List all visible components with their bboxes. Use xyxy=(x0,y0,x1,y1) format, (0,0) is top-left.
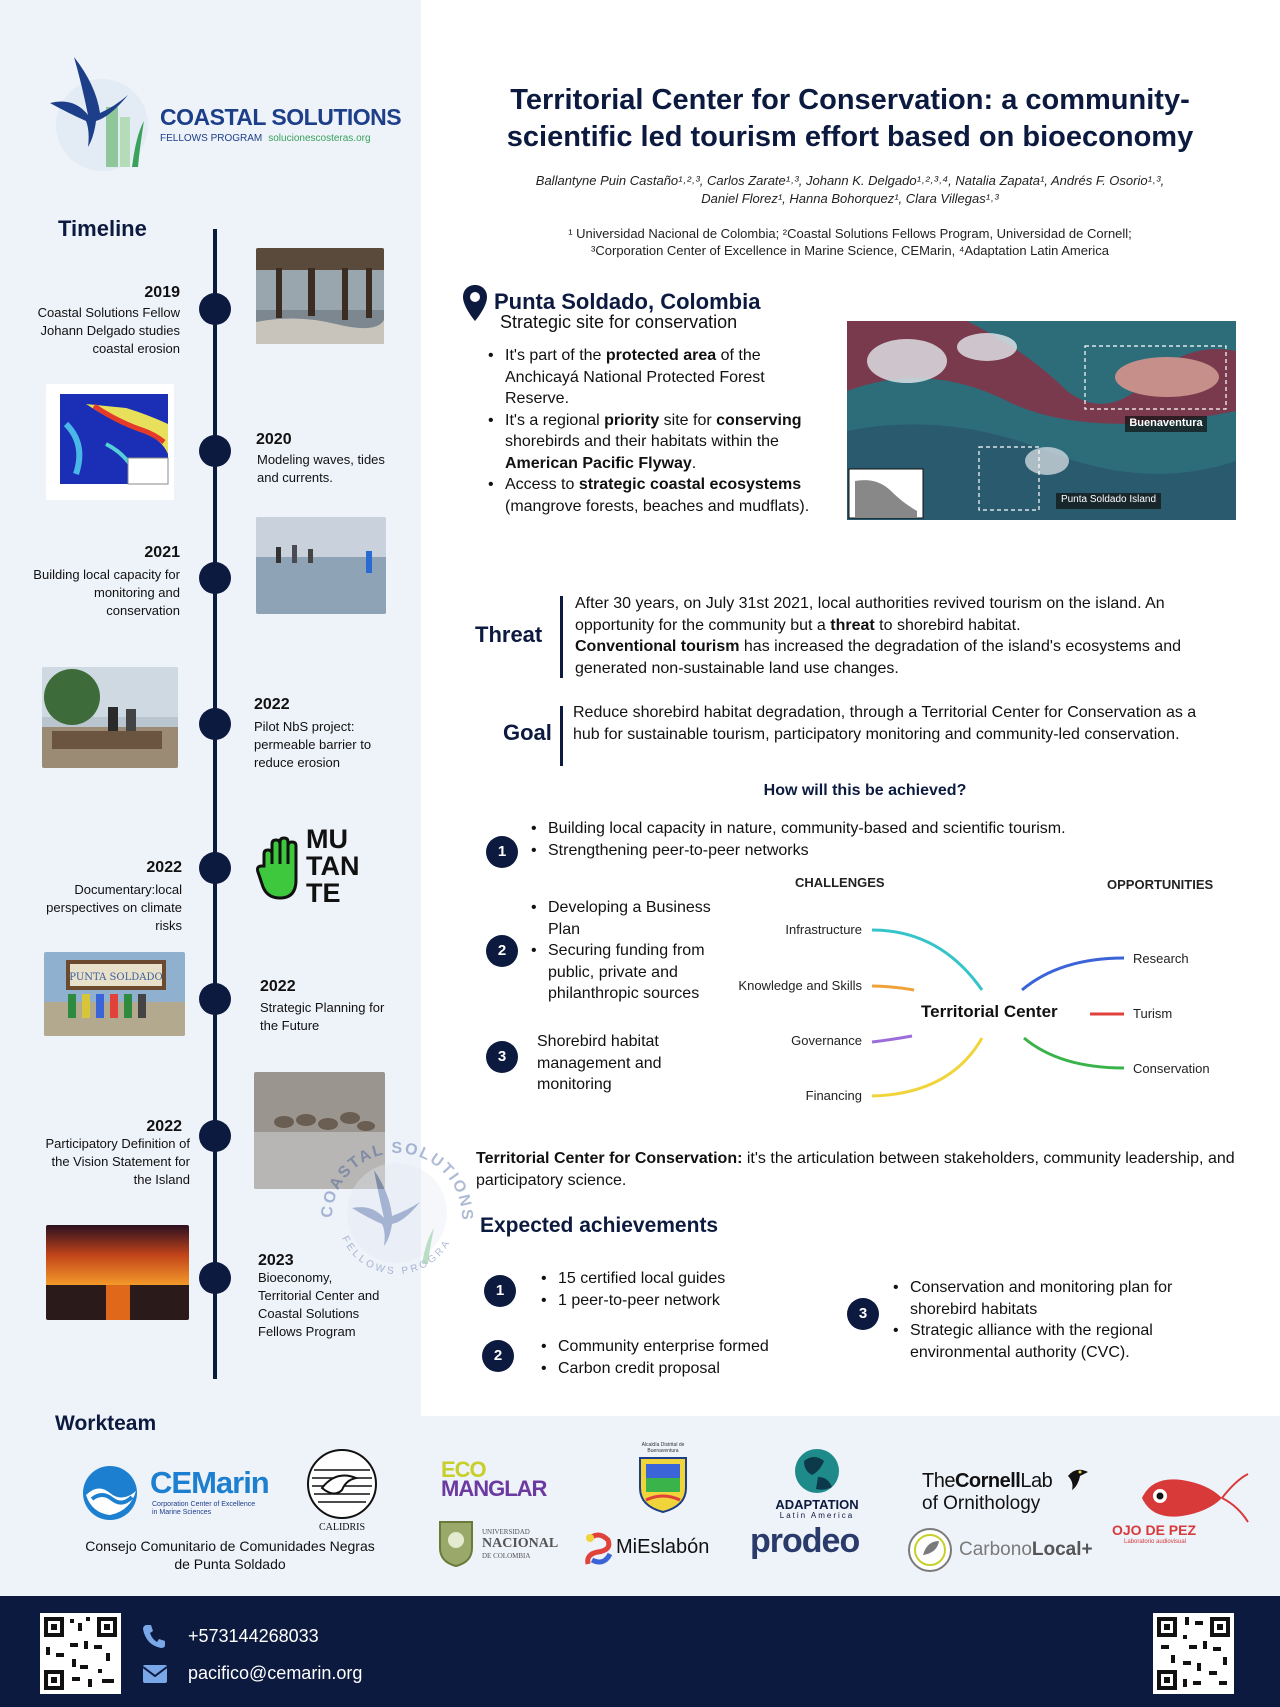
brand-program-label: FELLOWS PROGRAM xyxy=(160,133,263,144)
cornell-lab-logo xyxy=(922,1470,1092,1522)
poster-title xyxy=(440,82,1260,156)
watermark-top-text: COASTAL SOLUTIONS xyxy=(318,1139,476,1223)
ecomanglar-line: MANGLAR xyxy=(441,1476,547,1501)
alcaldia-shield-icon xyxy=(632,1454,694,1514)
board-text: PUNTA SOLDADO xyxy=(69,972,163,983)
mieslabon-logo xyxy=(582,1530,722,1568)
text-run-bold: American Pacific Flyway xyxy=(505,454,692,472)
text-run-bold: Territorial Center for Conservation: xyxy=(476,1150,743,1167)
text-run: site for xyxy=(659,411,717,429)
sunset-photo xyxy=(46,1225,189,1320)
carbono-b: Local+ xyxy=(1031,1539,1093,1560)
cornell-bird-icon xyxy=(1066,1466,1090,1492)
threat-label: Threat xyxy=(475,622,543,647)
carbono-local-logo xyxy=(907,1527,1093,1573)
cornell-line2: of Ornithology xyxy=(922,1493,1041,1514)
site-bullet xyxy=(488,410,828,475)
timeline-desc: Strategic Planning for the Future xyxy=(260,1000,385,1033)
timeline-dot xyxy=(199,1262,231,1294)
calidris-bird-icon xyxy=(306,1448,378,1520)
unal-crest-icon xyxy=(436,1518,476,1568)
affil-line: ¹ Universidad Nacional de Colombia; ²Coastal Solutions Fellows Program, Universidad de Cornell; xyxy=(568,226,1132,241)
step-number: 2 xyxy=(486,935,518,967)
adaptation-sub: Latin America xyxy=(779,1511,855,1520)
timeline-dot xyxy=(199,708,231,740)
achievement-item: • Community enterprise formed xyxy=(541,1336,821,1358)
mutante-line: TAN xyxy=(306,851,360,881)
cemarin-sub xyxy=(152,1501,255,1517)
achievement-group xyxy=(893,1277,1223,1363)
timeline-desc: Documentary:local perspectives on climate risks xyxy=(46,882,182,933)
text-run: it's the articulation between stakeholders, community leadership, and participatory science. xyxy=(476,1150,1235,1189)
authors-line: Ballantyne Puin Castaño¹˒²˒³, Carlos Zarate¹˒³, Johann K. Delgado¹˒²˒³˒⁴, Natalia Zapata¹, Andrés F. Osorio¹˒³, xyxy=(535,173,1165,188)
opportunities-heading: OPPORTUNITIES xyxy=(1107,877,1214,892)
timeline-year: 2022 xyxy=(260,978,296,995)
expected-title: Expected achievements xyxy=(480,1214,719,1237)
text-run: of the Anchicayá National Protected Forest Reserve. xyxy=(505,347,765,407)
threat-paragraph xyxy=(575,593,1245,636)
timeline-desc: Bioeconomy, Territorial Center and Coastal Solutions Fellows Program xyxy=(258,1270,380,1339)
step3-text: Shorebird habitat management and monitoring xyxy=(537,1033,662,1093)
qr-code-right[interactable] xyxy=(1153,1613,1234,1694)
timeline-dot xyxy=(199,435,231,467)
text-run: shorebirds and their habitats within the xyxy=(505,433,779,450)
achievement-item: • Strategic alliance with the regional environmental authority (CVC). xyxy=(893,1320,1223,1363)
step-item: • Developing a Business Plan xyxy=(531,897,731,940)
erosion-photo xyxy=(256,248,384,344)
mieslabon-word: MiEslabón xyxy=(616,1536,710,1558)
affil-line: ³Corporation Center of Excellence in Marine Science, CEMarin, ⁴Adaptation Latin America xyxy=(591,243,1109,258)
site-bullet xyxy=(488,345,828,410)
achievement-item: • Carbon credit proposal xyxy=(541,1358,821,1380)
cemarin-word: CEMarin xyxy=(150,1465,269,1500)
challenge-label: Governance xyxy=(791,1033,862,1048)
alcaldia-logo xyxy=(632,1442,694,1520)
cornell-cornell: Cornell xyxy=(954,1470,1021,1492)
achievement-group xyxy=(541,1268,801,1311)
calidris-word: CALIDRIS xyxy=(318,1522,366,1533)
mutante-line: TE xyxy=(306,878,341,908)
step1-list xyxy=(531,818,1171,861)
logo-bird-icon xyxy=(44,55,154,175)
authors xyxy=(440,172,1260,208)
timeline-year: 2022 xyxy=(146,1118,182,1135)
planning-group-photo xyxy=(44,952,185,1036)
mutante-logo xyxy=(256,826,396,912)
email-icon xyxy=(142,1664,168,1688)
carbono-word xyxy=(959,1539,1093,1561)
ecomanglar-logo xyxy=(441,1457,547,1501)
threat-text xyxy=(575,593,1245,679)
site-subtitle: Strategic site for conservation xyxy=(500,312,738,332)
goal-text: Reduce shorebird habitat degradation, through a Territorial Center for Conservation as a hub for sustainable tourism, participatory monitoring and community-led conservation. xyxy=(573,704,1197,743)
timeline-year: 2022 xyxy=(146,859,182,876)
mutante-word xyxy=(306,826,360,907)
brand-url[interactable]: solucionescosteras.org xyxy=(268,133,371,144)
cemarin-sub-line: in Marine Sciences xyxy=(152,1509,212,1516)
timeline-desc: Pilot NbS project: permeable barrier to reduce erosion xyxy=(254,719,372,770)
fish-icon xyxy=(1112,1470,1252,1526)
opportunity-label: Conservation xyxy=(1133,1061,1210,1076)
authors-line: Daniel Florez¹, Hanna Bohorquez¹, Clara Villegas¹˒³ xyxy=(701,191,999,206)
how-title: How will this be achieved? xyxy=(763,782,967,799)
cemarin-wave-icon xyxy=(80,1465,142,1521)
barrier-photo xyxy=(42,667,178,768)
achievement-number: 2 xyxy=(482,1340,514,1372)
achievement-group xyxy=(541,1336,821,1379)
timeline-year: 2023 xyxy=(258,1252,294,1269)
text-run-bold: conserving xyxy=(716,411,802,429)
affiliations xyxy=(440,225,1260,259)
text-run-bold: strategic coastal ecosystems xyxy=(578,476,802,493)
hand-icon xyxy=(256,836,306,906)
coastal-solutions-logo xyxy=(44,55,154,175)
carbono-leaf-icon xyxy=(907,1527,953,1573)
text-run: It's part of the xyxy=(505,347,606,364)
timeline-desc: Modeling waves, tides and currents. xyxy=(257,452,385,485)
title-line: scientific led tourism effort based on bioeconomy xyxy=(506,121,1194,153)
timeline-title: Timeline xyxy=(58,216,147,241)
text-run-bold: Conventional tourism xyxy=(575,638,740,655)
challenge-label: Knowledge and Skills xyxy=(738,978,862,993)
step-number: 3 xyxy=(486,1041,518,1073)
goal-bar xyxy=(560,706,563,766)
challenge-label: Infrastructure xyxy=(785,922,862,937)
unal-word xyxy=(482,1528,558,1560)
text-run: It's a regional xyxy=(505,411,605,429)
map-label: Buenaventura xyxy=(1129,417,1203,429)
text-run: After 30 years, on July 31st 2021, local authorities revived tourism on the island. An opportunity for the community but a xyxy=(575,595,1165,634)
timeline-year: 2022 xyxy=(254,696,290,713)
text-run: Access to xyxy=(505,476,579,493)
text-run: has increased the degradation of the island's ecosystems and generated non-sustainable land use changes. xyxy=(575,638,1181,677)
achievement-number: 3 xyxy=(847,1298,879,1330)
calidris-logo xyxy=(306,1448,378,1534)
wave-model-figure xyxy=(46,384,174,500)
text-run: to shorebird habitat. xyxy=(874,616,1021,634)
timeline-dot xyxy=(199,293,231,325)
timeline-dot xyxy=(199,562,231,594)
site-title: Punta Soldado, Colombia xyxy=(494,289,761,314)
unal-line: NACIONAL xyxy=(482,1536,559,1551)
watermark-logo xyxy=(312,1128,482,1298)
alcaldia-text: Alcaldía Distrital de Buenaventura xyxy=(641,1442,685,1454)
threat-bar xyxy=(560,596,563,678)
timeline-year: 2021 xyxy=(144,544,180,561)
cemarin-logo xyxy=(80,1465,280,1521)
goal-label: Goal xyxy=(503,720,552,745)
phone-icon xyxy=(142,1623,166,1653)
achievement-item: • Conservation and monitoring plan for shorebird habitats xyxy=(893,1277,1223,1320)
achievement-number: 1 xyxy=(484,1275,516,1307)
cornell-the: The xyxy=(922,1470,955,1492)
adaptation-logo xyxy=(762,1447,872,1525)
site-bullets xyxy=(488,345,828,517)
timeline-dot xyxy=(199,1120,231,1152)
ecomanglar-line: ECO xyxy=(441,1457,486,1482)
unal-line: DE COLOMBIA xyxy=(482,1552,531,1560)
timeline-year: 2020 xyxy=(256,431,292,448)
cornell-lab: Lab xyxy=(1020,1470,1053,1492)
step-item: • Building local capacity in nature, community-based and scientific tourism. xyxy=(531,818,1171,840)
contact-footer xyxy=(0,1596,1280,1707)
timeline-line xyxy=(213,229,217,1379)
qr-code-left[interactable] xyxy=(40,1613,121,1694)
brand-name: COASTAL SOLUTIONS xyxy=(160,104,402,130)
opportunity-label: Research xyxy=(1133,951,1189,966)
timeline-desc: Participatory Definition of the Vision Statement for the Island xyxy=(45,1136,190,1187)
challenge-label: Financing xyxy=(805,1088,862,1103)
watermark-bottom-text: FELLOWS PROGRA xyxy=(339,1234,454,1278)
adaptation-word: ADAPTATION xyxy=(775,1497,859,1512)
timeline-dot xyxy=(199,852,231,884)
mindmap-center: Territorial Center xyxy=(921,1002,1058,1021)
adaptation-globe-icon xyxy=(792,1447,842,1495)
monitoring-photo xyxy=(256,517,386,614)
cemarin-sub-line: Corporation Center of Excellence xyxy=(152,1501,256,1508)
timeline-year: 2019 xyxy=(144,284,180,301)
satellite-map xyxy=(847,321,1236,520)
tcc-statement xyxy=(476,1148,1236,1191)
timeline-desc: Building local capacity for monitoring and conservation xyxy=(33,567,180,618)
ojo-de-pez-logo xyxy=(1112,1470,1252,1546)
site-bullet xyxy=(488,474,828,517)
timeline-desc: Coastal Solutions Fellow Johann Delgado studies coastal erosion xyxy=(37,305,180,356)
carbono-a: Carbono xyxy=(959,1539,1032,1560)
step-item: • Securing funding from public, private and philanthropic sources xyxy=(531,940,731,1005)
text-run-bold: threat xyxy=(830,616,875,634)
consejo-text: Consejo Comunitario de Comunidades Negras de Punta Soldado xyxy=(85,1538,375,1572)
achievement-item: • 1 peer-to-peer network xyxy=(541,1290,801,1312)
threat-paragraph xyxy=(575,636,1245,679)
mieslabon-link-icon xyxy=(582,1530,614,1568)
text-run-bold: priority xyxy=(604,411,660,429)
mutante-line: MU xyxy=(306,824,348,854)
phone-number[interactable]: +573144268033 xyxy=(188,1626,319,1646)
challenges-heading: CHALLENGES xyxy=(795,875,885,890)
unal-line: UNIVERSIDAD xyxy=(482,1528,530,1536)
opportunity-label: Turism xyxy=(1133,1006,1173,1021)
title-line: Territorial Center for Conservation: a community- xyxy=(510,84,1190,116)
location-pin-icon xyxy=(463,285,487,325)
brand-program xyxy=(160,133,371,144)
unal-logo xyxy=(436,1518,566,1568)
achievement-item: • 15 certified local guides xyxy=(541,1268,801,1290)
text-run: . xyxy=(691,454,697,472)
step-item: • Strengthening peer-to-peer networks xyxy=(531,840,1171,862)
prodeo-logo: prodeo xyxy=(750,1522,860,1560)
text-run-bold: protected area xyxy=(605,347,717,364)
workteam-title: Workteam xyxy=(55,1412,157,1435)
timeline-dot xyxy=(199,983,231,1015)
step-number: 1 xyxy=(486,836,518,868)
ojo-sub: Laboratorio audiovisual xyxy=(1124,1539,1187,1545)
map-label: Punta Soldado Island xyxy=(1060,494,1157,505)
email-address[interactable]: pacifico@cemarin.org xyxy=(188,1663,363,1683)
ojo-word: OJO DE PEZ xyxy=(1112,1522,1197,1538)
text-run: (mangrove forests, beaches and mudflats). xyxy=(505,497,810,515)
